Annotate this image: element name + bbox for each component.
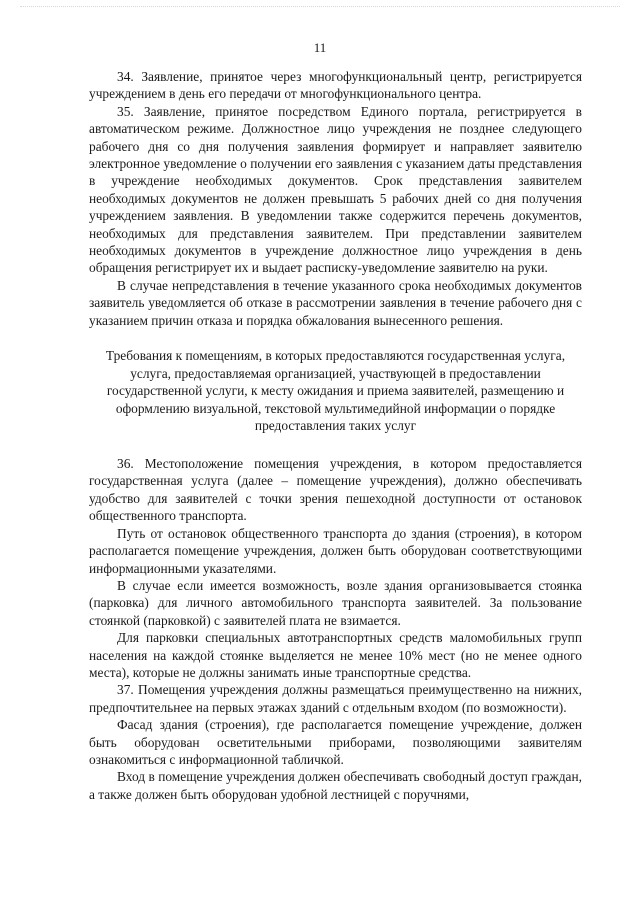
paragraph-37-facade: Фасад здания (строения), где располагается помещение учреждение, должен быть оборудован осветительными приборами, позволяющими заявителям ознакомиться с информационной табличкой. bbox=[89, 717, 582, 767]
paragraph-35: 35. Заявление, принятое посредством Единого портала, регистрируется в автоматическом режиме. Должностное лицо учреждения не позднее следующего рабочего дня со дня получения заявления формирует и направляет заявителю электронное уведомление о получении его заявления с указанием даты представления в учреждение необходимых документов. Срок представления заявителем необходимых документов не должен превышать 5 рабочих дней со дня получения учреждением заявления. В уведомлении также содержится перечень документов, необходимых для представления заявителем. При представлении заявителем необходимых документов в учреждение должностное лицо учреждения в день обращения регистрирует их и выдает расписку-уведомление заявителю на руки. bbox=[89, 103, 582, 276]
paragraph-35-continuation: В случае непредставления в течение указанного срока необходимых документов заявитель уведомляется об отказе в рассмотрении заявления в течение рабочего дня с указанием причин отказа и порядка обжалования вынесенного решения. bbox=[89, 277, 582, 328]
paragraph-34: 34. Заявление, принятое через многофункциональный центр, регистрируется учреждением в день его передачи от многофункционального центра. bbox=[89, 69, 582, 102]
paragraph-36-parking: В случае если имеется возможность, возле здания организовывается стоянка (парковка) для личного автомобильного транспорта заявителей. За пользование стоянкой (парковкой) с заявителей плата не взимается. bbox=[89, 577, 582, 628]
paragraph-36-special-parking: Для парковки специальных автотранспортных средств маломобильных групп населения на каждой стоянке выделяется не менее 10% мест (но не менее одного места), которые не должны занимать иные транспортные средства. bbox=[89, 630, 582, 680]
page-number: 11 bbox=[313, 40, 327, 55]
section-heading: Требования к помещениям, в которых предоставляются государственная услуга, услуга, предоставляемая организацией, участвующей в предоставлении государственной услуги, к месту ожидания и приема заявителей, размещению и оформлению визуальной, текстовой мультимедийной информации о порядке предоставления таких услуг bbox=[105, 348, 566, 434]
paragraph-36-path: Путь от остановок общественного транспорта до здания (строения), в котором располагается помещение учреждения, должен быть оборудован соответствующими информационными указателями. bbox=[89, 525, 582, 576]
paragraph-36: 36. Местоположение помещения учреждения, в котором предоставляется государственная услуга (далее – помещение учреждения), должно обеспечивать удобство для заявителей с точки зрения пешеходной доступности от остановок общественного транспорта. bbox=[89, 456, 582, 524]
scan-artifact-line bbox=[20, 6, 620, 11]
document-body bbox=[89, 68, 582, 803]
paragraph-37: 37. Помещения учреждения должны размещаться преимущественно на нижних, предпочтительнее на первых этажах зданий с отдельным входом (по возможности). bbox=[89, 682, 582, 715]
paragraph-37-entrance: Вход в помещение учреждения должен обеспечивать свободный доступ граждан, а также должен быть оборудован удобной лестницей с поручнями, bbox=[89, 769, 582, 802]
